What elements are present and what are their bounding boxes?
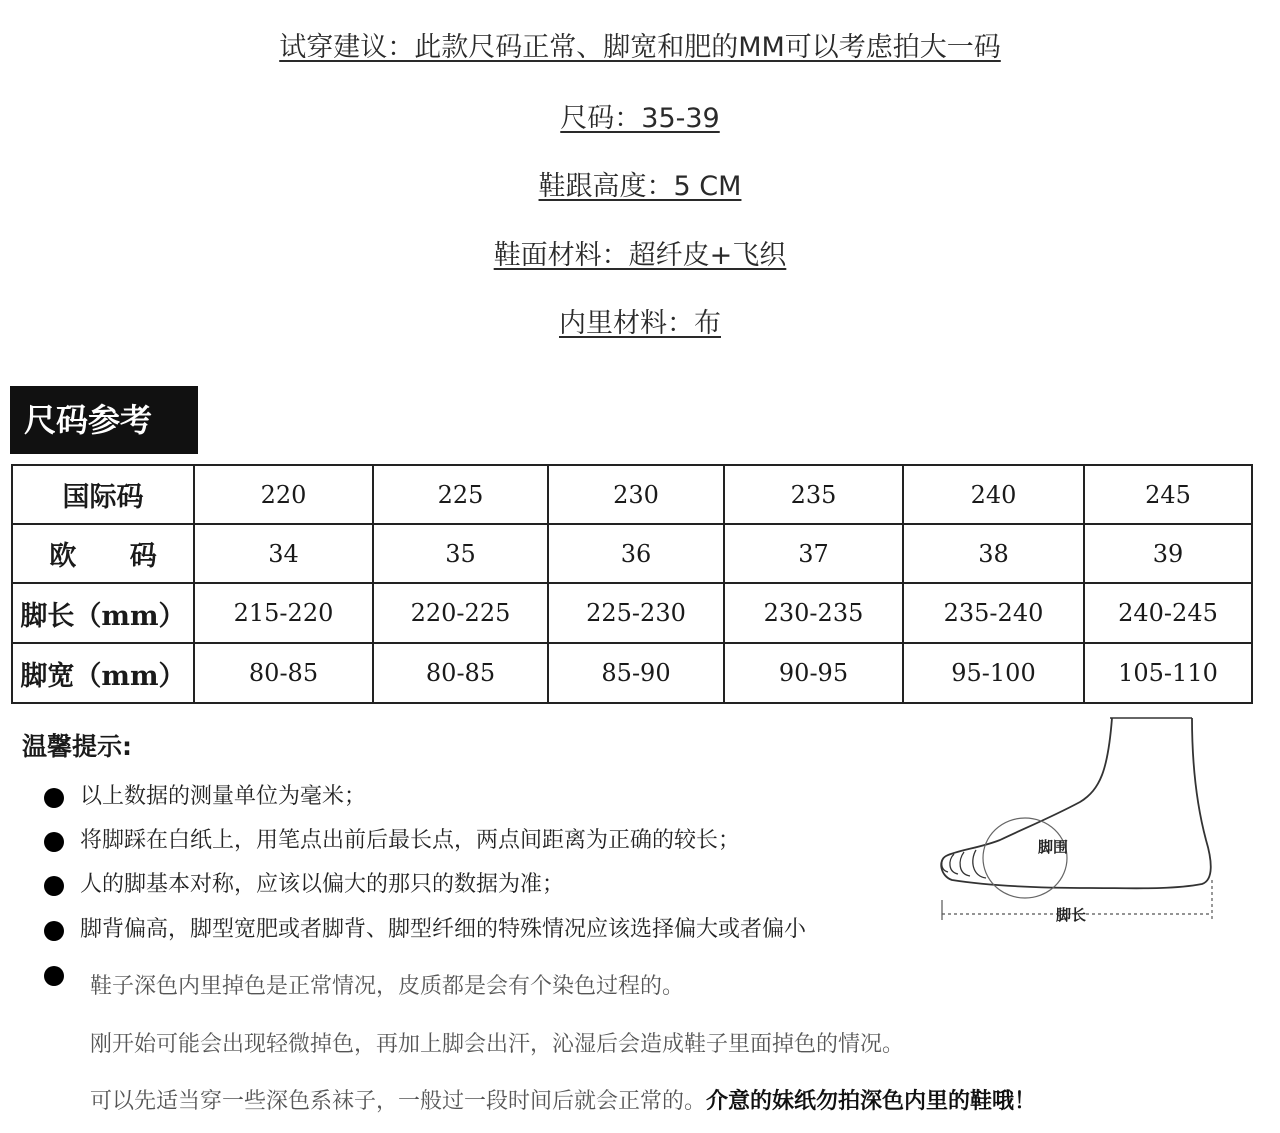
heel-height: 鞋跟高度：5 CM [538, 171, 742, 202]
table-cell: 39 [1084, 524, 1252, 583]
table-cell: 85-90 [548, 643, 724, 703]
table-cell: 80-85 [373, 643, 548, 703]
table-cell: 225-230 [548, 583, 724, 643]
table-cell: 245 [1084, 465, 1252, 524]
dye-note-line-1: 刚开始可能会出现轻微掉色，再加上脚会出汗，沁湿后会造成鞋子里面掉色的情况。 [90, 1032, 905, 1057]
table-row [12, 465, 1252, 524]
tips-title: 温馨提示: [22, 732, 132, 761]
table-cell: 80-85 [194, 643, 373, 703]
foot-outline-icon [930, 710, 1230, 935]
table-row [12, 583, 1252, 643]
list-item [44, 824, 944, 858]
list-item [44, 962, 944, 999]
table-cell: 240 [903, 465, 1084, 524]
table-cell: 230 [548, 465, 724, 524]
table-cell: 235-240 [903, 583, 1084, 643]
tip-text: 将脚踩在白纸上，用笔点出前后最长点，两点间距离为正确的较长； [80, 828, 741, 853]
table-cell: 95-100 [903, 643, 1084, 703]
tip-text: 脚背偏高，脚型宽肥或者脚背、脚型纤细的特殊情况应该选择偏大或者偏小 [80, 917, 807, 942]
row-header-intl-size: 国际码 [12, 465, 194, 524]
bullet-icon [44, 788, 64, 808]
tip-text: 鞋子深色内里掉色是正常情况，皮质都是会有个染色过程的。 [90, 974, 685, 999]
list-item [44, 913, 944, 947]
size-reference-label: 尺码参考 [10, 386, 198, 454]
table-cell: 240-245 [1084, 583, 1252, 643]
table-cell: 35 [373, 524, 548, 583]
dye-note-emphasis: 介意的妹纸勿拍深色内里的鞋哦！ [706, 1089, 1037, 1114]
table-row [12, 524, 1252, 583]
list-item [44, 868, 944, 902]
table-cell: 225 [373, 465, 548, 524]
table-cell: 36 [548, 524, 724, 583]
table-cell: 235 [724, 465, 903, 524]
lining-material: 内里材料：布 [559, 308, 721, 339]
bullet-icon [44, 876, 64, 896]
table-cell: 215-220 [194, 583, 373, 643]
upper-material: 鞋面材料：超纤皮+飞织 [493, 240, 787, 271]
tip-text: 人的脚基本对称，应该以偏大的那只的数据为准； [80, 872, 565, 897]
bullet-icon [44, 832, 64, 852]
row-header-eu-size: 欧 码 [12, 524, 194, 583]
bullet-icon [44, 921, 64, 941]
bullet-icon [44, 966, 64, 986]
girth-label: 脚围 [1038, 838, 1069, 856]
table-cell: 90-95 [724, 643, 903, 703]
table-cell: 220 [194, 465, 373, 524]
table-cell: 220-225 [373, 583, 548, 643]
table-cell: 37 [724, 524, 903, 583]
dye-note-text: 可以先适当穿一些深色系袜子，一般过一段时间后就会正常的。 [90, 1089, 707, 1114]
table-cell: 230-235 [724, 583, 903, 643]
table-cell: 38 [903, 524, 1084, 583]
list-item [44, 780, 944, 814]
row-header-foot-width: 脚宽（mm） [12, 643, 194, 703]
foot-measurement-diagram [930, 710, 1230, 935]
size-table [11, 464, 1253, 704]
tip-text: 以上数据的测量单位为毫米； [80, 784, 367, 809]
size-range: 尺码：35-39 [560, 103, 720, 134]
length-label: 脚长 [1056, 906, 1087, 924]
table-cell: 105-110 [1084, 643, 1252, 703]
table-cell: 34 [194, 524, 373, 583]
dye-note-line-2 [90, 1085, 1036, 1119]
row-header-foot-length: 脚长（mm） [12, 583, 194, 643]
fit-advice: 试穿建议：此款尺码正常、脚宽和肥的MM可以考虑拍大一码 [279, 32, 1001, 63]
table-row [12, 643, 1252, 703]
